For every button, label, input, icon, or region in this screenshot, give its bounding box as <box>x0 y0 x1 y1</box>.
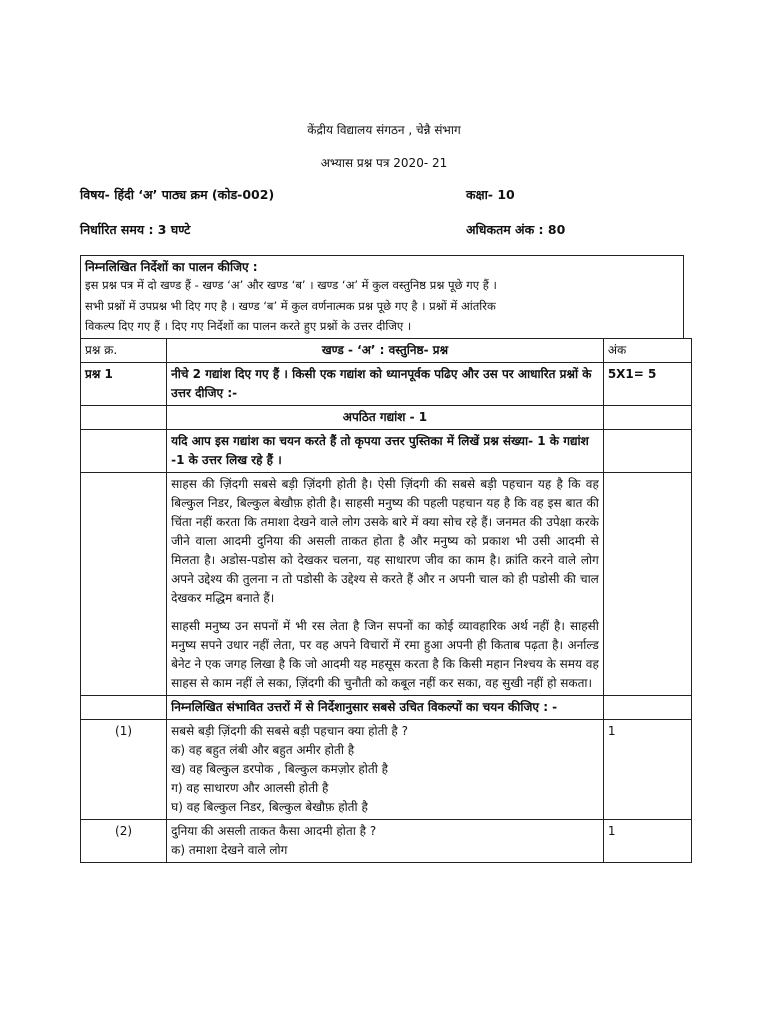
table-row <box>81 430 692 473</box>
sub2-question: दुनिया की असली ताकत कैसा आदमी होता है ? <box>171 824 377 838</box>
table-header-row <box>81 339 692 363</box>
sub2-number: (2) <box>81 820 167 863</box>
passage-title: अपठित गद्यांश - 1 <box>167 406 604 430</box>
passage-paragraph-2: साहसी मनुष्य उन सपनों में भी रस लेता है जिन सपनों का कोई व्यावहारिक अर्थ नहीं है। साहसी मनुष्य सपने उधार नहीं लेता, पर वह अपने विचारों में रमा हुआ अपनी ही किताब पढ़ता है। अर्नाल्ड बेनेट ने एक जगह लिखा है कि जो आदमी यह महसूस करता है कि किसी महान निश्चय के समय वह साहस से काम नहीं ले सका, ज़िंदगी की चुनौती को कबूल नहीं कर सका, वह सुखी नहीं हो सकता। <box>171 619 599 690</box>
sub1-option-a: क) वह बहुत लंबी और बहुत अमीर होती है <box>171 743 355 757</box>
sub1-number: (1) <box>81 720 167 820</box>
instruction-line-1: इस प्रश्न पत्र में दो खण्ड हैं - खण्ड ‘अ’ और खण्ड ‘ब’ । खण्ड ‘अ’ में कुल वस्तुनिष्ठ प्रश्न पूछे गए हैं । <box>85 278 497 292</box>
passage-note: यदि आप इस गद्यांश का चयन करते हैं तो कृपया उत्तर पुस्तिका में लिखें प्रश्न संख्या- 1 के गद्यांश -1 के उत्तर लिख रहे हैं । <box>167 430 604 473</box>
max-marks-label: अधिकतम अंक : 80 <box>466 222 566 237</box>
table-row <box>81 720 692 820</box>
table-row <box>81 820 692 863</box>
table-row <box>81 696 692 720</box>
col-header-section: खण्ड - ‘अ’ : वस्तुनिष्ठ- प्रश्न <box>167 339 604 363</box>
passage-paragraph-1: साहस की ज़िंदगी सबसे बड़ी ज़िंदगी होती है। ऐसी ज़िंदगी की सबसे बड़ी पहचान यह है कि वह बिल्कुल निडर, बिल्कुल बेखौफ़ होती है। साहसी मनुष्य की पहली पहचान यह है कि वह इस बात की चिंता नहीं करता कि तमाशा देखने वाले लोग उसके बारे में क्या सोच रहे हैं। जनमत की उपेक्षा करके जीने वाला आदमी दुनिया की असली ताकत होता है और मनुष्य को प्रकाश भी उसी आदमी से मिलता है। अडोस-पडोस को देखकर चलना, यह साधारण जीव का काम है। क्रांति करने वाले लोग अपने उद्देश्य की तुलना न तो पडोसी के उद्देश्य से करते हैं और न अपनी चाल को ही पडोसी की चाल देखकर मद्धिम बनाते हैं। <box>171 477 599 605</box>
instruction-line-3: विकल्प दिए गए हैं । दिए गए निर्देशों का पालन करते हुए प्रश्नों के उत्तर दीजिए । <box>85 319 412 333</box>
instructions-heading: निम्नलिखित निर्देशों का पालन कीजिए : <box>85 260 258 274</box>
choose-instruction: निम्नलिखित संभावित उत्तरों में से निर्देशानुसार सबसे उचित विकल्पों का चयन कीजिए : - <box>167 696 604 720</box>
instruction-line-2: सभी प्रश्नों में उपप्रश्न भी दिए गए है । खण्ड ‘ब’ में कुल वर्णनात्मक प्रश्न पूछे गए है । प्रश्नों में आंतरिक <box>85 299 496 313</box>
col-header-qno: प्रश्न क्र. <box>81 339 167 363</box>
passage-body <box>167 473 604 696</box>
table-row <box>81 406 692 430</box>
subject-label: विषय- हिंदी ‘अ’ पाठ्य क्रम (कोड-002) <box>80 187 275 202</box>
q1-number: प्रश्न 1 <box>81 363 167 406</box>
sub1-option-d: घ) वह बिल्कुल निडर, बिल्कुल बेखौफ़ होती है <box>171 800 368 814</box>
sub2-marks: 1 <box>603 820 691 863</box>
sub2-option-a: क) तमाशा देखने वाले लोग <box>171 843 288 857</box>
time-label: निर्धारित समय : 3 घण्टे <box>80 222 191 237</box>
q1-text: नीचे 2 गद्यांश दिए गए हैं । किसी एक गद्यांश को ध्यानपूर्वक पढिए और उस पर आधारित प्रश्नों के उत्तर दीजिए :- <box>167 363 604 406</box>
question-table <box>80 338 692 863</box>
sub1-marks: 1 <box>603 720 691 820</box>
sub2-body <box>167 820 604 863</box>
class-label: कक्षा- 10 <box>466 187 515 202</box>
sub1-question: सबसे बड़ी ज़िंदगी की सबसे बड़ी पहचान क्या होती है ? <box>171 724 408 738</box>
q1-marks: 5X1= 5 <box>603 363 691 406</box>
table-row <box>81 473 692 696</box>
instructions-box <box>80 255 684 339</box>
sub1-option-c: ग) वह साधारण और आलसी होती है <box>171 781 329 795</box>
organization-title: केंद्रीय विद्यालय संगठन , चेन्नै संभाग <box>307 123 461 137</box>
table-row <box>81 363 692 406</box>
sub1-body <box>167 720 604 820</box>
sub1-option-b: ख) वह बिल्कुल डरपोक , बिल्कुल कमज़ोर होती है <box>171 762 389 776</box>
paper-title: अभ्यास प्रश्न पत्र 2020- 21 <box>320 156 448 170</box>
col-header-marks: अंक <box>603 339 691 363</box>
